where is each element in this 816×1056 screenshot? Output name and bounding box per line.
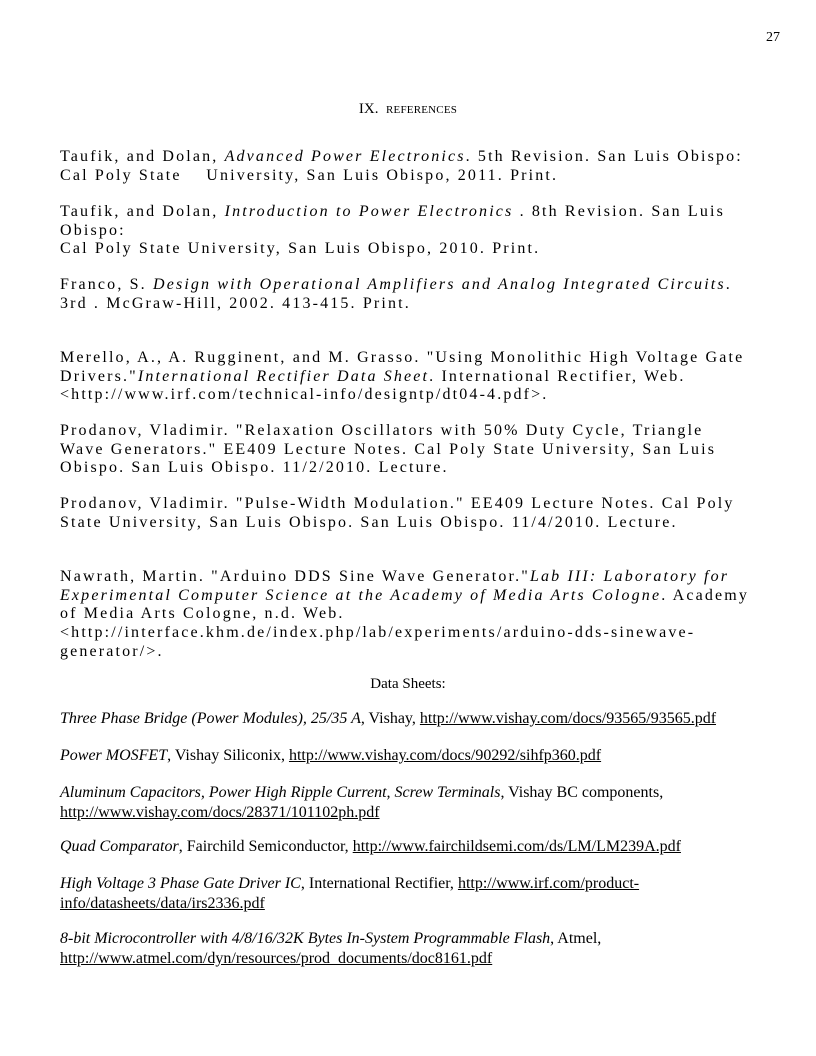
reference-title: Lab III: Laboratory for [529,568,730,585]
reference-text: Prodanov, Vladimir. "Pulse-Width Modulation." EE409 Lecture Notes. Cal Poly [60,495,735,512]
reference-line [60,643,800,662]
section-title: REFERENCES [386,104,458,116]
reference-line [60,295,800,314]
reference-text: . Academy [661,586,749,604]
datasheet-maker: , Vishay BC components, [500,784,664,801]
reference-text: 3rd . McGraw-Hill, 2002. 413-415. Print. [60,294,411,312]
page-number: 27 [766,30,780,45]
datasheet-maker: , Vishay Siliconix, [167,747,289,764]
reference-text: State University, San Luis Obispo. San Luis Obispo. 11/4/2010. Lecture. [60,513,678,531]
reference-text: Cal Poly State University, San Luis Obispo, 2011. Print. [60,166,559,184]
datasheet-title: Power MOSFET [60,747,168,764]
datasheet-entry [60,746,780,766]
reference [60,495,800,532]
datasheet-maker: , International Rectifier, [300,875,458,892]
datasheet-title: Quad Comparator [60,838,179,855]
reference-line [60,203,800,222]
reference-line [60,495,800,514]
reference-line [60,349,800,368]
reference-line [60,514,800,533]
reference-line [60,587,800,606]
datasheet-maker: , Vishay, [360,710,420,727]
reference-line [60,441,800,460]
datasheet-entry [60,837,780,857]
reference-line [60,459,800,478]
reference-line [60,368,800,387]
reference-line [60,148,800,167]
reference-text: <http://www.irf.com/technical-info/designtp/dt04-4.pdf>. [60,386,549,404]
datasheet-maker: , Fairchild Semiconductor, [178,838,353,855]
reference-line [60,222,800,241]
reference-text: Taufik, and Dolan, [60,148,225,165]
reference-title: International Rectifier Data Sheet [137,367,430,385]
datasheets-heading: Data Sheets: [370,676,446,692]
reference [60,422,800,478]
reference-title: Advanced Power Electronics [224,148,466,165]
reference-text: Obispo. San Luis Obispo. 11/2/2010. Lecture. [60,459,449,477]
reference-text: Nawrath, Martin. "Arduino DDS Sine Wave Generator." [60,568,530,585]
reference-text: Cal Poly State University, San Luis Obispo, 2010. Print. [60,240,541,258]
reference-line [60,276,800,295]
datasheet-title: Aluminum Capacitors, Power High Ripple Current, Screw Terminals [60,784,501,801]
reference-title: Design with Operational Amplifiers and Analog Integrated Circuits [152,276,726,293]
reference-text: Wave Generators." EE409 Lecture Notes. Cal Poly State University, San Luis [60,440,717,458]
section-heading [0,101,816,118]
datasheet-entry [60,783,780,823]
reference [60,276,800,313]
reference-text: . [725,276,732,293]
datasheet-maker: , Atmel, [550,930,602,947]
reference-title: Experimental Computer Science at the Academy of Media Arts Cologne [60,586,662,604]
reference-line [60,167,800,186]
datasheet-title: High Voltage 3 Phase Gate Driver IC [60,875,301,892]
reference-line [60,240,800,259]
reference-line [60,624,800,643]
datasheet-entry [60,874,780,914]
datasheet-link[interactable]: http://www.vishay.com/docs/93565/93565.pdf [419,710,717,727]
datasheet-entry [60,929,780,969]
reference [60,349,800,405]
reference-text: Prodanov, Vladimir. "Relaxation Oscillators with 50% Duty Cycle, Triangle [60,422,704,439]
section-numeral: IX. [358,101,379,117]
reference [60,148,800,185]
datasheet-link[interactable]: http://www.vishay.com/docs/28371/101102ph.pdf [60,804,380,821]
reference-line [60,422,800,441]
reference-title: Introduction to Power Electronics [224,203,514,220]
datasheet-link[interactable]: http://www.vishay.com/docs/90292/sihfp360.pdf [288,747,602,764]
datasheet-link[interactable]: http://www.atmel.com/dyn/resources/prod_documents/doc8161.pdf [60,950,493,967]
reference-line [60,386,800,405]
reference-line [60,568,800,587]
reference-text: . 5th Revision. San Luis Obispo: [465,148,743,165]
reference-text: Taufik, and Dolan, [60,203,225,220]
reference-text: Merello, A., A. Rugginent, and M. Grasso. "Using Monolithic High Voltage Gate [60,349,745,366]
reference-text: of Media Arts Cologne, n.d. Web. [60,605,345,623]
reference-text: . 8th Revision. San Luis [513,203,725,220]
reference-text: generator/>. [60,642,164,660]
reference-text: <http://interface.khm.de/index.php/lab/experiments/arduino-dds-sinewave- [60,624,696,642]
reference-text: . International Rectifier, Web. [429,367,686,385]
reference-text: Obispo: [60,221,126,239]
datasheet-title: Three Phase Bridge (Power Modules), 25/35 A [60,710,361,727]
datasheet-entry [60,709,780,729]
datasheet-link[interactable]: http://www.irf.com/product-info/datasheets/data/irs2336.pdf [60,875,640,912]
datasheet-title: 8-bit Microcontroller with 4/8/16/32K Bytes In-System Programmable Flash [60,930,551,947]
reference-line [60,605,800,624]
reference [60,203,800,259]
reference-text: Drivers." [60,367,138,385]
reference [60,568,800,662]
reference-text: Franco, S. [60,276,153,293]
datasheet-link[interactable]: http://www.fairchildsemi.com/ds/LM/LM239A.pdf [352,838,681,855]
